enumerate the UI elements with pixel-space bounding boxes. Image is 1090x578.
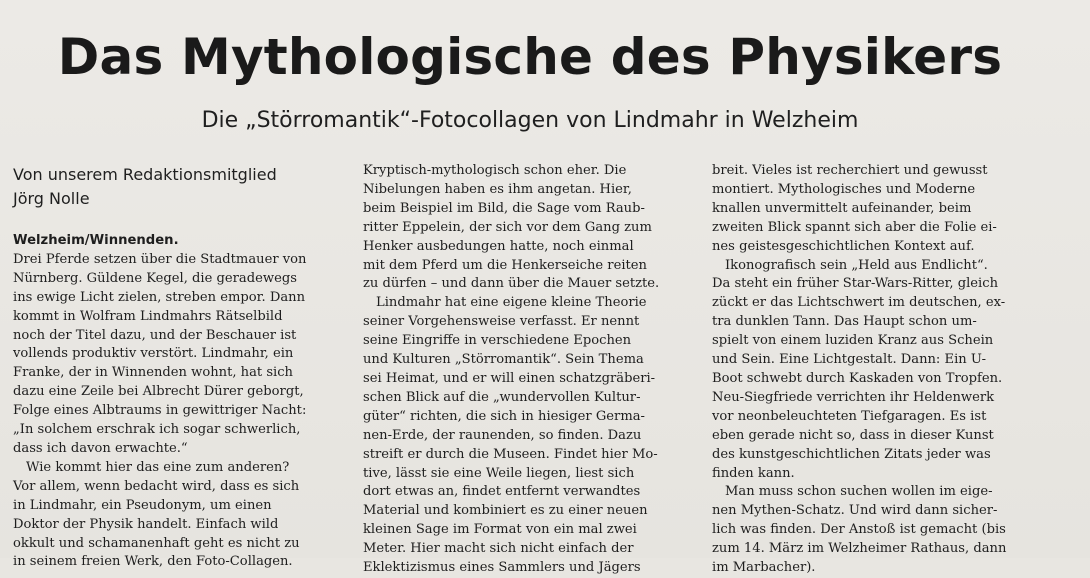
article-subheadline: Die „Störromantik“-Fotocollagen von Lindmahr in Welzheim bbox=[201, 108, 859, 133]
text-line: seiner Vorgehensweise verfasst. Er nennt bbox=[363, 314, 640, 330]
text-line: Doktor der Physik handelt. Einfach wild bbox=[13, 516, 279, 532]
author-byline-name: Jörg Nolle bbox=[13, 189, 90, 208]
text-line: Nibelungen haben es ihm angetan. Hier, bbox=[363, 181, 632, 197]
author-byline-role: Von unserem Redaktionsmitglied bbox=[13, 165, 277, 184]
text-line: mit dem Pferd um die Henkerseiche reiten bbox=[363, 257, 647, 273]
text-line: Da steht ein früher Star-Wars-Ritter, gleich bbox=[712, 276, 998, 292]
text-line: vor neonbeleuchteten Tiefgaragen. Es ist bbox=[712, 408, 987, 424]
text-line: Folge eines Albtraums in gewittriger Nacht: bbox=[13, 403, 307, 419]
text-line: und Sein. Eine Lichtgestalt. Dann: Ein U- bbox=[712, 352, 987, 368]
text-line: vollends produktiv verstört. Lindmahr, ein bbox=[13, 346, 294, 362]
text-line: eben gerade nicht so, dass in dieser Kunst bbox=[712, 427, 994, 443]
text-line: in seinem freien Werk, den Foto-Collagen. bbox=[13, 554, 293, 570]
text-line: noch der Titel dazu, und der Beschauer ist bbox=[13, 327, 297, 343]
text-line: Nürnberg. Güldene Kegel, die geradewegs bbox=[13, 270, 297, 286]
article-headline: Das Mythologische des Physikers bbox=[57, 28, 1003, 86]
text-line: nen Mythen-Schatz. Und wird dann sicher- bbox=[712, 503, 998, 519]
text-line: zum 14. März im Welzheimer Rathaus, dann bbox=[712, 541, 1007, 557]
text-line: tive, lässt sie eine Weile liegen, liest sich bbox=[363, 465, 635, 481]
text-line: im Marbacher). bbox=[712, 560, 816, 576]
text-line: lich was finden. Der Anstoß ist gemacht (bis bbox=[712, 522, 1006, 538]
text-line: Meter. Hier macht sich nicht einfach der bbox=[363, 541, 634, 557]
text-line: nes geistesgeschichtlichen Kontext auf. bbox=[712, 238, 975, 254]
text-line: tra dunklen Tann. Das Haupt schon um- bbox=[712, 314, 977, 330]
article-column-3 bbox=[712, 162, 1057, 578]
text-line: Man muss schon suchen wollen im eige- bbox=[725, 484, 993, 500]
article-column-2 bbox=[363, 162, 703, 578]
text-line: dazu eine Zeile bei Albrecht Dürer geborgt, bbox=[13, 384, 304, 400]
text-line: zu dürfen – und dann über die Mauer setzte. bbox=[363, 276, 660, 292]
text-line: montiert. Mythologisches und Moderne bbox=[712, 181, 976, 197]
text-line: Kryptisch-mythologisch schon eher. Die bbox=[363, 163, 627, 178]
text-line: streift er durch die Museen. Findet hier Mo- bbox=[363, 446, 658, 462]
text-line: Henker ausbedungen hatte, noch einmal bbox=[363, 238, 634, 254]
text-line: beim Beispiel im Bild, die Sage vom Raub- bbox=[363, 200, 645, 216]
text-line: Franke, der in Winnenden wohnt, hat sich bbox=[13, 365, 293, 381]
text-line: Neu-Siegfriede verrichten ihr Heldenwerk bbox=[712, 389, 995, 405]
text-line: „In solchem erschrak ich sogar schwerlich, bbox=[13, 422, 301, 438]
text-line: seine Eingriffe in verschiedene Epochen bbox=[363, 333, 632, 349]
text-line: Vor allem, wenn bedacht wird, dass es sich bbox=[13, 478, 300, 494]
text-line: Eklektizismus eines Sammlers und Jägers bbox=[363, 560, 641, 576]
text-line: ritter Eppelein, der sich vor dem Gang zum bbox=[363, 219, 652, 235]
text-line: Boot schwebt durch Kaskaden von Tropfen. bbox=[712, 370, 1003, 386]
text-line: zweiten Blick spannt sich aber die Folie ei- bbox=[712, 219, 997, 235]
text-line: dass ich davon erwachte.“ bbox=[13, 440, 188, 456]
text-line: breit. Vieles ist recherchiert und gewusst bbox=[712, 163, 988, 178]
author-byline bbox=[13, 163, 343, 211]
text-line: nen-Erde, der raunenden, so finden. Dazu bbox=[363, 427, 642, 443]
text-line: schen Blick auf die „wundervollen Kultur- bbox=[363, 389, 641, 405]
text-line: ins ewige Licht zielen, streben empor. Dann bbox=[13, 289, 306, 305]
text-line: Material und kombiniert es zu einer neuen bbox=[363, 503, 648, 519]
text-line: des kunstgeschichtlichen Zitats jeder was bbox=[712, 446, 991, 462]
text-line: Drei Pferde setzen über die Stadtmauer von bbox=[13, 251, 307, 267]
article-column-1 bbox=[13, 232, 353, 572]
text-line: kommt in Wolfram Lindmahrs Rätselbild bbox=[13, 308, 283, 324]
text-line: okkult und schamanenhaft geht es nicht zu bbox=[13, 535, 300, 551]
text-line: zückt er das Lichtschwert im deutschen, ex- bbox=[712, 295, 1006, 311]
text-line: dort etwas an, findet entfernt verwandtes bbox=[363, 484, 641, 500]
text-line: in Lindmahr, ein Pseudonym, um einen bbox=[13, 497, 272, 513]
text-line: Lindmahr hat eine eigene kleine Theorie bbox=[376, 295, 647, 311]
text-line: sei Heimat, und er will einen schatzgräberi- bbox=[363, 370, 656, 386]
text-line: güter“ richten, die sich in hiesiger Germa- bbox=[363, 408, 645, 424]
text-line: kleinen Sage im Format von ein mal zwei bbox=[363, 522, 637, 538]
text-line: finden kann. bbox=[712, 465, 795, 481]
text-line: knallen unvermittelt aufeinander, beim bbox=[712, 200, 972, 216]
text-line: Wie kommt hier das eine zum anderen? bbox=[26, 459, 290, 475]
text-line: spielt von einem luziden Kranz aus Schein bbox=[712, 333, 994, 349]
text-line: Ikonografisch sein „Held aus Endlicht“. bbox=[725, 257, 988, 273]
dateline: Welzheim/Winnenden. bbox=[13, 233, 179, 248]
text-line: und Kulturen „Störromantik“. Sein Thema bbox=[363, 352, 644, 368]
